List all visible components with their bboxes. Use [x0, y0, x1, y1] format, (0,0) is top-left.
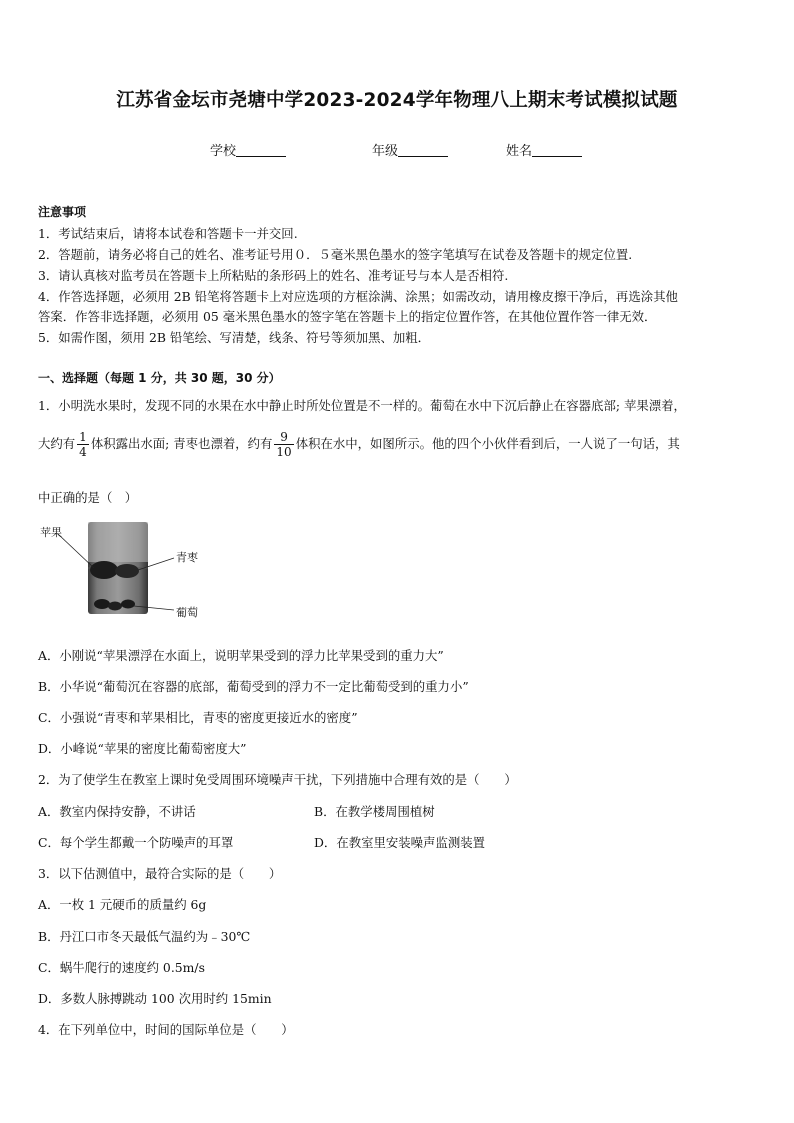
q1-stem-line2 [38, 430, 680, 459]
q2-option-b: B．在教学楼周围植树 [314, 804, 435, 819]
q1-option-b: B．小华说“葡萄沉在容器的底部，葡萄受到的浮力不一定比葡萄受到的重力小” [38, 679, 469, 694]
q3-option-c: C．蜗牛爬行的速度约 0.5m/s [38, 960, 205, 975]
q2-option-a: A．教室内保持安静，不讲话 [38, 804, 196, 819]
q3-stem: 3．以下估测值中，最符合实际的是（ ） [38, 866, 282, 881]
q1-stem-line1: 1．小明洗水果时，发现不同的水果在水中静止时所处位置是不一样的。葡萄在水中下沉后静止在容器底部; 苹果漂着， [38, 398, 686, 413]
q3-option-d: D．多数人脉搏跳动 100 次用时约 15min [38, 991, 272, 1006]
note-item: 答案．作答非选择题，必须用 05 毫米黑色墨水的签字笔在答题卡上的指定位置作答，在其他位置作答一律无效． [38, 309, 657, 324]
fruit-in-water-figure [38, 518, 208, 623]
q1-text-a: 大约有 [38, 436, 76, 451]
grade-label: 年级 [372, 144, 399, 159]
grape-shape [94, 599, 110, 609]
jujube-label: 青枣 [176, 551, 198, 564]
q3-option-a: A．一枚 1 元硬币的质量约 6g [38, 897, 207, 912]
fraction-nine-tenths: $\frac{9}{10}$ [276, 430, 292, 459]
grade-blank [398, 143, 448, 157]
school-label: 学校 [210, 144, 237, 159]
grape-shape [108, 602, 122, 611]
notes-heading: 注意事项 [38, 205, 87, 219]
note-item: 2．答题前，请务必将自己的姓名、准考证号用０．５毫米黑色墨水的签字笔填写在试卷及答题卡的规定位置. [38, 247, 633, 262]
name-field [506, 140, 582, 159]
q1-option-c: C．小强说“青枣和苹果相比，青枣的密度更接近水的密度” [38, 710, 358, 725]
grape-shape [121, 600, 135, 609]
name-blank [532, 143, 582, 157]
grape-label: 葡萄 [176, 606, 198, 619]
grade-field [372, 140, 448, 159]
apple-label: 苹果 [40, 526, 62, 539]
q2-option-d: D．在教室里安装噪声监测装置 [314, 835, 486, 850]
jujube-shape [115, 564, 139, 578]
fraction-one-quarter: $\frac{1}{4}$ [79, 430, 87, 459]
q2-option-c: C．每个学生都戴一个防噪声的耳罩 [38, 835, 234, 850]
q4-stem: 4．在下列单位中，时间的国际单位是（ ） [38, 1022, 294, 1037]
school-field [210, 140, 286, 159]
apple-shape [90, 561, 118, 579]
q1-option-a: A．小刚说“苹果漂浮在水面上，说明苹果受到的浮力比苹果受到的重力大” [38, 648, 444, 663]
beaker-air-region [88, 522, 148, 562]
q2-stem: 2．为了使学生在教室上课时免受周围环境噪声干扰，下列措施中合理有效的是（ ） [38, 772, 517, 787]
q3-option-b: B．丹江口市冬天最低气温约为﹣30℃ [38, 929, 251, 944]
note-item: 3．请认真核对监考员在答题卡上所粘贴的条形码上的姓名、准考证号与本人是否相符. [38, 268, 509, 283]
q1-text-b: 体积露出水面; 青枣也漂着，约有 [90, 436, 273, 451]
school-blank [236, 143, 286, 157]
section-heading: 一、选择题（每题 1 分，共 30 题，30 分） [38, 371, 281, 385]
q1-option-d: D．小峰说“苹果的密度比葡萄密度大” [38, 741, 247, 756]
note-item: 4．作答选择题，必须用 2B 铅笔将答题卡上对应选项的方框涂满、涂黑；如需改动，请用橡皮擦干净后，再选涂其他 [38, 289, 678, 304]
page-title: 江苏省金坛市尧塘中学2023-2024学年物理八上期末考试模拟试题 [116, 90, 678, 111]
q1-text-c: 体积在水中，如图所示。他的四个小伙伴看到后，一人说了一句话，其 [295, 436, 680, 451]
q1-stem-line3: 中正确的是（ ） [38, 490, 138, 505]
name-label: 姓名 [506, 144, 533, 159]
note-item: 5．如需作图，须用 2B 铅笔绘、写清楚，线条、符号等须加黑、加粗． [38, 330, 431, 345]
note-item: 1．考试结束后，请将本试卷和答题卡一并交回. [38, 226, 298, 241]
